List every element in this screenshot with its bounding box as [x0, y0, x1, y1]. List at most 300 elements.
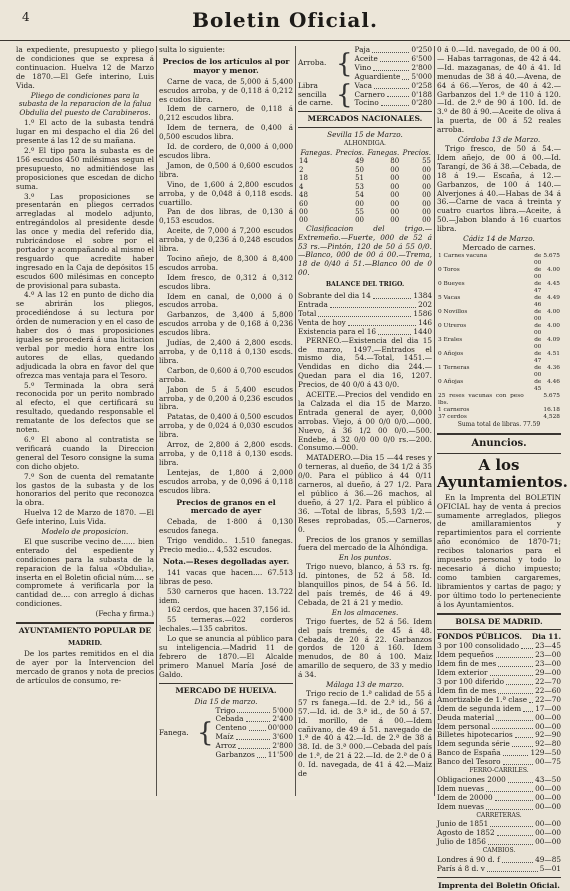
leader-dots: [496, 714, 533, 721]
section-heading: Pliego de condiciones para la subasta de la reparacion de la falua Obdulia del puesto de Carabineros.: [18, 90, 152, 118]
divider: [298, 127, 432, 128]
table-cell: 37 cerdos: [438, 413, 467, 420]
price-paragraph: Idem en canal, de 0,000 á 0 escudos arroba.: [159, 291, 293, 310]
item-name: Maíz: [215, 732, 234, 742]
table-cell: 0 Toros: [438, 266, 460, 273]
cadiz-heading: Cádiz 14 de Marzo.: [463, 234, 535, 244]
bolsa-heading: BOLSA DE MADRID.: [455, 616, 543, 626]
huelva-date: Dia 15 de marzo.: [194, 696, 258, 706]
item-value: 00—00: [535, 801, 561, 811]
table-cell: 5.675: [543, 392, 560, 399]
table-cell: 0 Añojas: [438, 378, 464, 385]
condition-paragraph: 2.º El tipo para la subasta es de 156 escudos 450 milésimas segun el presupuesto, no admitiéndose las proposiciones que escedan de dicho suma.: [16, 145, 154, 191]
leader-dots: [529, 696, 533, 703]
leader-dots: [521, 642, 533, 649]
item-value: 1384: [413, 291, 432, 301]
price-rows: [355, 82, 432, 109]
table-cell: 00: [390, 174, 400, 183]
table-body: [298, 157, 432, 224]
malaga-text: Trigo recio de 1.ª calidad de 55 á 57 rs fanega.—Id. de 2.ª id., 56 á 57.—Id. id. de 3.ª id., de 50 á 57. Id. morillo, de á 00.—Idem cañivano, de 49 á 51. navegado de 1.ª de 40 á 42.—Id. de 2.ª de 38 á 38. Id. de 3.ª 000.—Cebada del país de 1.ª, de 21 á 22.—Id. de 2.ª de 0 á 0. Id. navegada, de 41 á 42.—Maiz de: [298, 688, 432, 779]
column-4: [437, 45, 568, 890]
trigo-text: Trigo vendido.. 1.510 fanegas. Precio medio... 4,532 escudos.: [159, 536, 293, 555]
leader-dots: [503, 758, 534, 765]
item-name: Idem segunda série: [437, 739, 510, 749]
item-value: 00—00: [535, 712, 561, 722]
item-name: Vino: [354, 62, 372, 72]
item-value: 00'000: [267, 723, 293, 733]
divider: [437, 613, 561, 615]
clasificacion-text: Clasificacion del trigo.—Extremeño.—Fuerte, 000 de 52 á 53 rs.—Pintón, 120 de 50 á 55 0/0.—Blanco, 000 de 00 á 00.—Trema, 18 de 0/40 á 51.—Blanco 00 de 0 00.: [298, 223, 432, 278]
cordoba-text: Trigo fresco, de 50 á 54.—Idem añejo, de 00 á 00.—Id. Tarangí, de 36 á 38.—Cebada, de 18 á 19.— Escaña, á 12.—Garbanzos, de 100 á 140.—Alverjones á 40.—Habas de 34 á 36.—Carne de vaca á treinta y cuatro cuartos libra.—Aceite, á 50.—Jabon blando á 16 cuartos libra.: [437, 143, 561, 234]
table-row: [437, 253, 561, 267]
item-name: Idem exterior: [437, 668, 488, 678]
leader-dots: [236, 733, 271, 740]
table-cell: 4.51: [547, 350, 560, 357]
leader-dots: [257, 751, 266, 758]
leader-dots: [348, 319, 416, 326]
item-value: 5'000: [411, 71, 432, 81]
table-cell: [525, 393, 543, 407]
item-name: Venta de hoy: [298, 317, 346, 327]
leader-dots: [502, 856, 533, 863]
item-name: Centeno: [215, 723, 247, 733]
table-cell: 00: [422, 182, 431, 191]
table-cell: 4.09: [547, 336, 560, 343]
item-value: 00—00: [535, 837, 561, 847]
granos-text: Cebada, de 1·800 á 0,130 escudos fanega.: [159, 517, 293, 536]
leader-dots: [486, 803, 533, 810]
cadiz-sub: Mercado de carnes.: [462, 242, 536, 252]
item-name: Obligaciones 2000: [437, 774, 506, 784]
table-cell: 25 reses vacunas con peso lbs.: [438, 392, 524, 406]
leader-dots: [374, 82, 409, 89]
table-cell: de 00: [533, 364, 542, 378]
perneo-text: PERNEO.—Existencia del dia 15 de marzo, 1497.—Entrados el mismo dia, 54.—Total, 1451.—Vendidas en dicho dia 244.—Quedan para el dia 16, 1207. Precios, de 40 0/0 á 43 0/0.: [298, 335, 432, 390]
aceite-text: ACEITE.—Precios del vendido en la Calzada el dia 15 de Marzo. Entrada general de ayer, 0,000 arrobas. Viejo, á 00 0/0 0/0.—000. Nuevo, á 36 1/2 00 0/0.—500. Endebe, á 32 0/0 00 0/0 rs.—200. Consumo.—000.: [298, 390, 432, 453]
puntos-heading: En los puntos.: [338, 553, 392, 563]
total-label: Total: [298, 308, 317, 318]
condition-paragraph: 6.º El abono al contratista se verificará cuando la Direccion general del Tesoro consigne la suma con dicho objeto.: [16, 434, 154, 471]
table-cell: de 46: [533, 294, 542, 308]
item-value: 0'188: [411, 89, 432, 99]
table-cell: 48: [299, 191, 308, 200]
table-cell: 00: [390, 182, 400, 191]
column-header: Fanegas.: [300, 149, 333, 158]
item-name: Julio de 1856: [437, 837, 486, 847]
sevilla-table: [298, 149, 432, 225]
table-cell: 5.675: [543, 252, 560, 259]
prices-list: [159, 78, 293, 496]
item-name: Idem nuevas: [437, 801, 485, 811]
item-name: Carnero: [354, 89, 385, 99]
fondos-heading: FONDOS PÚBLICOS.: [437, 632, 522, 642]
paragraph: la expediente, presupuesto y pliego de condiciones que se expresa á continuacion. Huelva 12 de Marzo de 1870.—El Gefe interino, Luis Vida.: [16, 45, 154, 90]
table-cell: de 00: [533, 336, 542, 350]
table-cell: 00: [299, 216, 308, 225]
table-body: [437, 253, 561, 421]
reses-heading: Nota.—Reses degolladas ayer.: [162, 556, 290, 566]
table-cell: 00: [390, 207, 400, 216]
leader-dots: [487, 865, 538, 872]
leader-dots: [490, 820, 533, 827]
cambios-rows: [437, 856, 561, 874]
table-row: [437, 379, 561, 393]
reses-line: 162 cerdos, que hacen 37,156 id.: [167, 605, 291, 615]
table-cell: 4.49: [547, 294, 560, 301]
item-name: Idem nuevas: [437, 783, 485, 793]
item-value: 00—00: [535, 828, 561, 838]
ayuntamiento-city: MADRID.: [68, 639, 102, 647]
column-divider: [156, 46, 157, 796]
total-value: 1586: [413, 308, 432, 318]
leader-dots: [503, 749, 529, 756]
unit-label: Arroba.: [298, 58, 327, 68]
table-cell: 51: [355, 174, 364, 183]
sevilla-sub: ALHONDIGA.: [344, 140, 386, 148]
table-row: [437, 267, 561, 281]
signature: Huelva 12 de Marzo de 1870. —El Gefe interino, Luis Vida.: [16, 508, 154, 527]
price-paragraph: Judías, de 2,400 á 2,800 escds. arroba, y de 0,118 á 0,130 escds. libra.: [159, 338, 293, 365]
cambios-heading: CAMBIOS.: [482, 847, 516, 855]
leader-dots: [512, 740, 533, 747]
price-paragraph: Jabon de 5 á 5,400 escudos arroba, y de 0,200 á 0,236 escudos libra.: [159, 384, 293, 412]
model-heading: Modelo de proposicion.: [41, 527, 129, 537]
item-value: 43—50: [535, 774, 561, 784]
leader-dots: [238, 742, 270, 749]
price-paragraph: Patatas, de 0,400 á 0,500 escudos arroba, y de 0,024 á 0,030 escudos libra.: [159, 412, 293, 440]
leader-dots: [515, 731, 533, 738]
item-value: 1440: [413, 326, 432, 336]
item-name: Deuda material: [437, 712, 495, 722]
item-value: 00—75: [535, 757, 561, 767]
table-cell: 49: [355, 157, 364, 166]
venta-rows: [298, 319, 432, 337]
table-cell: de 00: [533, 252, 542, 266]
leader-dots: [237, 707, 270, 714]
table-cell: 00: [355, 216, 364, 225]
prices-heading: Precios de los artículos al por mayor y menor.: [162, 56, 290, 75]
table-cell: 00: [422, 199, 431, 208]
item-value: 2'800: [272, 741, 293, 751]
table-row: [437, 407, 561, 414]
condition-paragraph: 3.º Las proposiciones se presentarán en pliegos cerrados arregladas al modelo adjunto, entregándolos al presidente desde las once y media del referido dia, rubricándose el sobre por el portador y acompañando al mismo el resguardo que acredite haber ingresado en la Caja de depósitos 15 escudos 600 milésimas en concepto de provisional para subasta.: [16, 191, 154, 290]
table-cell: 00: [390, 199, 400, 208]
item-name: Tocino: [354, 98, 379, 108]
brace-glyph: {: [336, 48, 353, 79]
granos-heading: Precios de granos en el mercado de ayer: [176, 497, 276, 516]
item-name: Idem fin de mes: [437, 659, 497, 669]
brace-glyph: {: [197, 718, 214, 749]
divider: [437, 629, 561, 630]
price-paragraph: Id. de cordero, de 0,000 á 0,000 escudos libra.: [159, 142, 293, 160]
item-name: Amortizable de 1.ª clase: [437, 694, 528, 704]
reses-list: [159, 569, 293, 634]
price-paragraph: Idem de ternera, de 0,400 á 0,500 escudos libra.: [159, 123, 293, 142]
table-row: [437, 365, 561, 379]
leader-dots: [523, 705, 533, 712]
divider: [437, 453, 561, 454]
anuncios-heading: Anuncios.: [471, 437, 527, 449]
table-cell: 0 Bueyes: [438, 280, 465, 287]
price-paragraph: Pan de dos libras, de 0,130 á 0,153 escudos.: [159, 207, 293, 226]
table-cell: 4.45: [547, 280, 560, 287]
model-sign: (Fecha y firma.): [95, 609, 154, 619]
item-value: 00—00: [535, 792, 561, 802]
table-cell: 60: [299, 199, 308, 208]
item-value: 00—00: [535, 783, 561, 793]
table-row: [298, 174, 432, 182]
price-paragraph: Vino, de 1,600 á 2,800 escudos arroba, y de 0,048 á 0,118 escds. cuartillo.: [159, 179, 293, 207]
publish-text: Lo que se anuncia al público para su inteligencia.—Madrid 11 de febrero de 1870.—El Alcalde primero Manuel María José de Galdo.: [159, 634, 293, 679]
price-row: [437, 803, 561, 812]
item-value: 2'800: [411, 62, 432, 72]
item-name: Idem de segunda idem: [437, 703, 522, 713]
item-value: 23—00: [535, 659, 561, 669]
divider: [437, 433, 561, 435]
price-paragraph: Idem de carnero, de 0,118 á 0,212 escudos libra.: [159, 104, 293, 123]
table-row: [298, 200, 432, 208]
item-value: 6'500: [411, 53, 432, 63]
item-value: 22—70: [535, 676, 561, 686]
price-paragraph: Aceite, de 7,000 á 7,200 escudos arroba, y de 0,236 á 0,248 escudos libra.: [159, 226, 293, 254]
table-row: [437, 337, 561, 351]
table-cell: 55: [422, 157, 431, 166]
table-cell: 4,528: [543, 413, 560, 420]
malaga-continuation: 0 á 0.—Id. navegado, de 00 á 00.— Habas tarragonas, de 42 á 44.—Id. mazaganas, de 40 á 41. Id menudas de 38 á 40.—Avena, de 64 á 66.—Yeros, de 40 á 42.—Garbanzos del 1.º de 110 á 120.—Id. de 2.º de 90 á 100. Id. de 3.º de 80 á 90.—Aceite de oliva á la puerta, de 00 á 52 reales arroba.: [437, 45, 561, 135]
condition-paragraph: 1.º El acto de la subasta tendrá lugar en mi despacho el dia 26 del presente á las 12 de su mañana.: [16, 118, 154, 146]
table-cell: 14: [299, 157, 308, 166]
table-cell: de 00: [533, 266, 542, 280]
leader-dots: [486, 785, 533, 792]
table-cell: 00: [422, 191, 431, 200]
table-cell: 3 Erales: [438, 336, 463, 343]
leader-dots: [381, 99, 410, 106]
table-cell: de 45: [533, 378, 542, 392]
table-cell: [525, 407, 543, 414]
item-name: Sobrante del dia 14: [298, 291, 371, 301]
table-cell: 00: [299, 207, 308, 216]
table-cell: 4.36: [547, 364, 560, 371]
table-cell: 54: [355, 191, 364, 200]
table-cell: 00: [422, 216, 431, 225]
item-value: 2'400: [272, 714, 293, 724]
price-paragraph: Carne de vaca, de 5,000 á 5,400 escudos arroba, y de 0,118 á 0,212 es cudos libra.: [159, 76, 293, 104]
matadero-text: MATADERO.—Dia 15 —44 reses y 0 terneras, al dueño, de 34 1/2 á 35 0/0. Para el público á 44 0/11 carneros, al dueño, á 27 1/2. Para el público á 36.—26 machos, al dueño, á 27 1/2. Para el público á 36. —Total de libras, 5,593 1/2.—Reses reprobadas, 05.—Carneros, 0.: [298, 453, 432, 534]
table-cell: 4.00: [547, 308, 560, 315]
reses-line: 141 vacas que hacen.... 67.513 libras de peso.: [159, 567, 293, 586]
leader-dots: [490, 669, 534, 676]
table-cell: 4: [299, 182, 304, 191]
item-value: 202: [418, 299, 432, 309]
leader-dots: [488, 838, 533, 845]
item-value: 92—90: [535, 730, 561, 740]
condition-paragraph: 7.º Son de cuenta del rematante los gastos de la subasta y de los honorarios del perito que reconozca la obra.: [16, 471, 154, 508]
item-value: 22—70: [535, 694, 561, 704]
column-header: Precios.: [402, 149, 431, 158]
item-value: 92—80: [535, 739, 561, 749]
table-cell: de 47: [533, 350, 542, 364]
item-value: 5'000: [272, 705, 293, 715]
table-cell: 0 Añojos: [438, 350, 464, 357]
item-name: Entrada: [298, 299, 328, 309]
item-value: 23—00: [535, 650, 561, 660]
price-paragraph: Jamon, de 0,500 á 0,600 escudos libra.: [159, 160, 293, 179]
item-name: Billetes hipotecarios: [437, 730, 513, 740]
table-row: [298, 183, 432, 191]
almacenes-heading: En los almacenes.: [331, 607, 399, 617]
leader-dots: [373, 292, 412, 299]
leader-dots: [506, 678, 533, 685]
newspaper-title: Boletin Oficial.: [192, 8, 378, 32]
item-name: Agosto de 1852: [437, 828, 495, 838]
table-cell: 00: [422, 207, 431, 216]
item-value: 00—00: [535, 819, 561, 829]
ayuntamiento-heading: AYUNTAMIENTO POPULAR DE: [18, 626, 152, 636]
price-row: [437, 758, 561, 767]
table-cell: 4.00: [547, 266, 560, 273]
price-paragraph: Carbon, de 0,600 á 0,700 escudos arroba.: [159, 365, 293, 384]
fondos-column: Dia 11.: [531, 632, 561, 642]
item-name: París á 8 d. v: [437, 864, 485, 873]
table-cell: 53: [355, 182, 364, 191]
table-cell: de 00: [533, 308, 542, 322]
table-cell: 0 Utreros: [438, 322, 467, 329]
table-cell: 00: [355, 199, 364, 208]
price-row: [437, 838, 561, 847]
carreteras-rows: [437, 820, 561, 847]
table-cell: 4.46: [547, 378, 560, 385]
table-cell: 16.18: [543, 406, 560, 413]
leader-dots: [378, 328, 411, 335]
item-name: Londres á 90 d. f: [437, 855, 500, 865]
price-row: [298, 301, 432, 310]
leader-dots: [495, 794, 533, 801]
item-value: 17—00: [535, 703, 561, 713]
leader-dots: [492, 723, 533, 730]
fondos-rows: [437, 642, 561, 767]
table-cell: 55: [355, 207, 364, 216]
leader-dots: [508, 776, 533, 783]
leader-dots: [497, 829, 534, 836]
table-row: [437, 295, 561, 309]
leader-dots: [498, 687, 533, 694]
column-divider: [295, 46, 296, 796]
price-row: [437, 865, 561, 874]
price-paragraph: Garbanzos, de 3,400 á 5,800 escudos arroba y de 0,168 á 0,236 escudos libra.: [159, 310, 293, 338]
ferro-heading: FERRO-CARRILES.: [469, 767, 529, 775]
reses-line: 530 carneros que hacen. 13.722 idem.: [159, 586, 293, 605]
price-paragraph: Lentejas, de 1,800 á 2,000 escudos arroba, y de 0,096 á 0,118 escudos libra.: [159, 467, 293, 495]
condition-paragraph: 4.º A las 12 en punto de dicho dia se abrirán los pliegos, procediéndose á su lectura por órden de numeracion y en el caso de haber dos ó mas proposiciones iguales se procederá á una licitacion verbal por medio hora entre los autores de ellas, quedando adjudicada la obra en favor del que ofrezca mas ventaja para el Tesoro.: [16, 290, 154, 380]
item-value: 0'258: [411, 80, 432, 90]
table-cell: de 47: [533, 280, 542, 294]
ferro-rows: [437, 776, 561, 812]
model-text: El que suscribe vecino de...... bien enterado del espediente y condiciones para la subasta de la reparacion de la falua «Obdulia», inserta en el Boletin oficial núm.... se compromete á verificarla por la cantidad de.... con arreglo á dichas condiciones.: [16, 536, 154, 609]
unit-label: Fanega.: [159, 727, 189, 737]
huelva-heading: MERCADO DE HUELVA.: [175, 685, 277, 695]
ayuntamientos-heading: A los Ayuntamientos.: [437, 455, 568, 491]
table-cell: 80: [390, 157, 400, 166]
nacionales-heading: MERCADOS NACIONALES.: [307, 114, 423, 124]
item-value: 0'250: [411, 45, 432, 54]
item-name: Aguardiente: [354, 71, 401, 81]
table-cell: 50: [355, 165, 364, 174]
arroba-prices: [298, 46, 432, 82]
item-name: Banco de España: [437, 748, 501, 758]
item-name: Banco del Tesoro: [437, 757, 501, 767]
table-row: [298, 208, 432, 216]
item-name: Idem de 20000: [437, 792, 493, 802]
table-cell: [525, 414, 543, 421]
conditions-list: [16, 119, 154, 508]
item-name: Trigo: [215, 705, 236, 715]
paragraph: sulta lo siguiente:: [159, 45, 225, 54]
price-rows: [355, 46, 432, 82]
table-row: [437, 323, 561, 337]
item-name: Garbanzos: [215, 750, 255, 760]
divider: [159, 683, 293, 684]
unit-label: Libra sencilla de carne.: [298, 80, 334, 108]
leader-dots: [387, 91, 410, 98]
item-name: 3 por 100 consolidado: [437, 641, 520, 651]
leader-dots: [246, 715, 271, 722]
price-paragraph: Arroz, de 2,800 á 2,800 escds. arroba, y de 0,118 á 0,130 escds. libra.: [159, 440, 293, 467]
table-row: [298, 166, 432, 174]
column-1: [16, 46, 154, 796]
item-name: Idem personal: [437, 721, 491, 731]
cordoba-heading: Córdoba 13 de Marzo.: [457, 135, 541, 145]
table-cell: 0 Novillos: [438, 308, 468, 315]
table-row: [437, 414, 561, 421]
price-row: [355, 99, 432, 108]
leader-dots: [496, 651, 533, 658]
price-paragraph: Idem fresco, de 0,312 á 0,312 escudos libra.: [159, 272, 293, 291]
price-row: [216, 751, 293, 760]
item-value: 3'600: [272, 732, 293, 742]
table-header: [298, 149, 432, 157]
table-cell: 18: [299, 174, 308, 183]
item-name: Cebada: [215, 714, 244, 724]
table-cell: de 00: [533, 322, 542, 336]
almacenes-text: Trigo fuertes, de 52 á 56. Idem del país tremés, de 45 á 48. Cebada, de 20 á 22. Garbanzos gordos de 120 á 160. Idem menudos, de 80 á 100. Maiz amarillo de sequero, de 33 y medio á 34.: [298, 616, 432, 680]
item-name: Paja: [354, 45, 371, 54]
item-value: 22—60: [535, 685, 561, 695]
column-divider: [434, 46, 435, 796]
leader-dots: [330, 301, 416, 308]
item-value: 23—45: [535, 641, 561, 651]
carreteras-heading: CARRETERAS.: [476, 811, 522, 819]
price-rows: [216, 707, 293, 760]
cadiz-total: Suma total de libras. 77.59: [457, 420, 541, 428]
item-name: Idem fin de mes: [437, 685, 497, 695]
malaga-heading: Málaga 13 de marzo.: [326, 680, 404, 690]
column-3: [298, 46, 432, 796]
table-row: [437, 281, 561, 295]
divider: [16, 622, 154, 624]
item-name: Junio de 1851: [437, 819, 489, 829]
table-row: [437, 351, 561, 365]
column-2: [159, 46, 293, 796]
leader-dots: [372, 46, 409, 53]
page-header: [0, 0, 570, 41]
item-name: Arroz: [215, 741, 237, 751]
item-name: Aceite: [354, 53, 378, 63]
page-number: 4: [22, 10, 30, 24]
item-value: 0'280: [411, 98, 432, 108]
table-cell: 00: [390, 191, 400, 200]
table-row: [298, 157, 432, 165]
item-value: 00—00: [535, 721, 561, 731]
